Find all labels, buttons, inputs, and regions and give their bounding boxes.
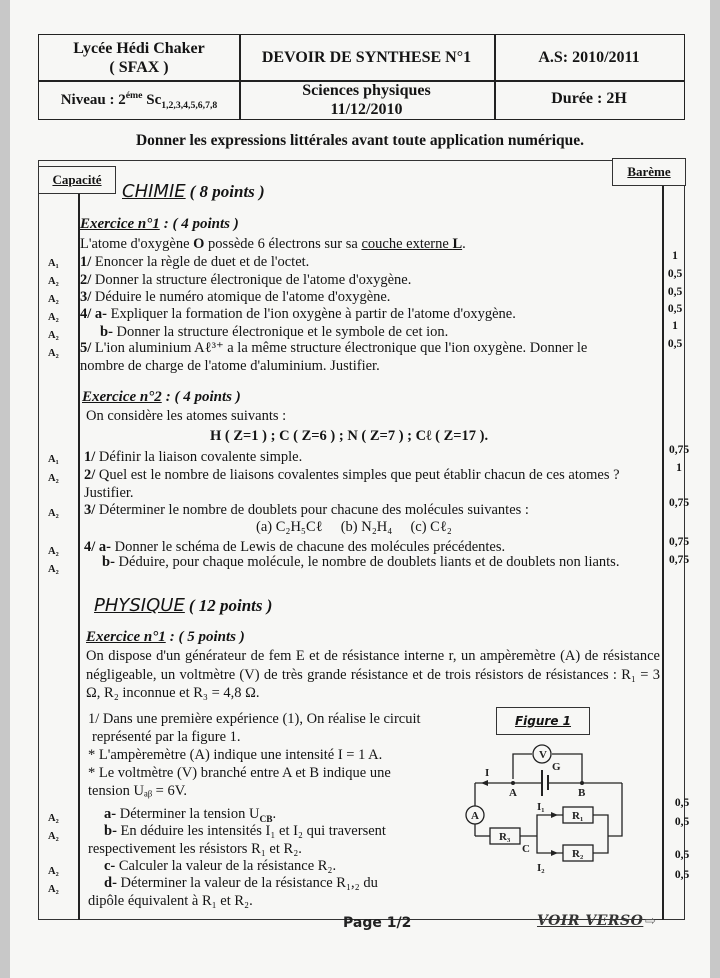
question-text: Déterminer la tension U [116, 806, 260, 822]
capacity-code: A₂ [48, 330, 59, 341]
question-text: Déterminer la valeur de la résistance R₁,₂ du [116, 875, 378, 891]
molecule-b: (b) N₂H₄ [340, 519, 393, 535]
question-line [104, 823, 386, 840]
observation-voltage: tension Uₐᵦ = 6V. [88, 783, 187, 799]
grading-header: Barème [612, 158, 686, 186]
capacity-code: A₂ [48, 276, 59, 287]
instruction: Donner les expressions littérales avant toute application numérique. [135, 132, 585, 149]
question-text: Calculer la valeur de la résistance R₂. [115, 858, 337, 874]
question-points: 1 [672, 320, 678, 332]
chemistry-points: ( 8 points ) [189, 182, 265, 201]
capacity-code: A₂ [48, 866, 59, 877]
intro-shell: L [452, 236, 463, 252]
capacity-code: A₂ [48, 813, 59, 824]
question-subscript: CB [259, 814, 273, 825]
subject-cell [239, 81, 494, 119]
capacity-code: A₂ [48, 564, 59, 575]
question-text: L'ion aluminium Aℓ³⁺ a la même structure électronique que l'ion oxygène. Donner le [91, 340, 588, 356]
subject: Sciences physiques [302, 82, 431, 99]
question-points: 1 [676, 462, 682, 474]
capacity-code: A₂ [48, 294, 59, 305]
r2-label: R₂ [572, 848, 584, 860]
question-text: Déterminer le nombre de doublets pour chacune des molécules suivantes : [95, 502, 529, 518]
capacity-code: A₂ [48, 884, 59, 895]
question-text: Déduire le numéro atomique de l'atome d'oxygène. [91, 289, 391, 305]
question-line [80, 306, 516, 323]
phys-ex1-points: : ( 5 points ) [169, 629, 245, 645]
question-continuation: nombre de charge de l'atome d'aluminium. Justifier. [80, 358, 380, 374]
observation-current: * L'ampèremètre (A) indique une intensité I = 1 A. [88, 747, 383, 763]
capacity-header: Capacité [38, 166, 116, 194]
r1-label: R₁ [572, 810, 584, 822]
node-c-label: C [522, 843, 530, 855]
level-cell [39, 81, 239, 119]
chem-ex1-heading [80, 215, 239, 233]
question-number: b- [100, 324, 113, 340]
question-text: Déduire, pour chaque molécule, le nombre de doublets liants et de doublets non liants. [114, 554, 620, 570]
question-line [80, 254, 309, 271]
question-points: 0,5 [674, 816, 690, 828]
chemistry-heading [122, 181, 265, 202]
question-line [80, 289, 390, 306]
circuit-diagram [455, 740, 640, 880]
question-line [104, 858, 336, 875]
question-number: b- [104, 823, 117, 839]
chem-ex2-heading [82, 388, 241, 406]
node-b-label: B [578, 787, 586, 799]
question-text: En déduire les intensités I₁ et I₂ qui traversent [116, 823, 386, 839]
ammeter-label: A [471, 810, 479, 822]
question-text: Quel est le nombre de liaisons covalentes simples que peut établir chacun de ces atomes ? [95, 467, 620, 483]
molecule-c: (c) Cℓ₂ [410, 519, 452, 535]
phys-ex1-intro: On dispose d'un générateur de fem E et de résistance interne r, un ampèremètre (A) de résistance négligeable, un voltmètre (V) de très grande résistance et de trois résistors de résistances : R₁ = 3 Ω, R₂ inconnue et R₃ = 4,8 Ω. [86, 648, 660, 701]
question-text: Donner la structure électronique et le symbole de cet ion. [112, 324, 449, 340]
question-text: Donner la structure électronique de l'atome d'oxygène. [91, 272, 412, 288]
intro-text: possède 6 électrons sur sa [204, 236, 362, 252]
question-points: 0,5 [667, 286, 683, 298]
question-continuation: dipôle équivalent à R₁ et R₂. [88, 893, 253, 909]
question-line [84, 502, 529, 519]
i1-label: I₁ [537, 801, 545, 813]
question-line [104, 875, 378, 892]
figure-title: Figure 1 [496, 707, 590, 735]
generator-label: G [552, 761, 561, 773]
intro-text: . [462, 236, 466, 252]
question-points: 1 [672, 250, 678, 262]
question-number: 4/ a- [84, 539, 111, 555]
question-text: Expliquer la formation de l'ion oxygène à partir de l'atome d'oxygène. [106, 306, 516, 322]
capacity-code: A₂ [48, 473, 59, 484]
question-number: a- [104, 806, 117, 822]
capacity-code: A₂ [48, 348, 59, 359]
school-cell [39, 35, 239, 80]
question-line [84, 449, 302, 466]
molecules-list [256, 519, 452, 536]
intro-symbol: O [193, 236, 205, 252]
current-label: I [485, 767, 490, 779]
question-number: d- [104, 875, 117, 891]
arrow-right-icon: ⇨ [645, 913, 656, 928]
duration: Durée : 2H [551, 90, 627, 107]
question-text: Donner le schéma de Lewis de chacune des molécules précédentes. [110, 539, 506, 555]
question-points: 0,5 [667, 268, 683, 280]
question-points: 0,5 [674, 869, 690, 881]
page-number: Page 1/2 [343, 915, 412, 931]
capacity-code: A₂ [48, 546, 59, 557]
question-points: 0,75 [668, 497, 690, 509]
question-points: 0,75 [668, 554, 690, 566]
question-number: 3/ [84, 502, 96, 518]
chem-ex2-intro: On considère les atomes suivants : [86, 408, 287, 424]
capacity-code: A₂ [48, 508, 59, 519]
level-sub: 1,2,3,4,5,6,7,8 [161, 99, 218, 111]
question-line [102, 554, 619, 571]
question-number: 2/ [80, 272, 92, 288]
physics-title: PHYSIQUE [94, 595, 185, 616]
atoms-list: H ( Z=1 ) ; C ( Z=6 ) ; N ( Z=7 ) ; Cℓ ( Z=17 ). [210, 428, 489, 444]
question-points: 0,75 [668, 444, 690, 456]
question-text: Enoncer la règle de duet et de l'octet. [91, 254, 310, 270]
observation-voltmeter: * Le voltmètre (V) branché entre A et B indique une [88, 765, 391, 781]
intro-text: L'atome d'oxygène [80, 236, 194, 252]
part1-line1: 1/ Dans une première expérience (1), On réalise le circuit [88, 711, 421, 727]
chem-ex2-points: : ( 4 points ) [165, 389, 241, 405]
header-table [38, 34, 685, 120]
question-text: Définir la liaison covalente simple. [95, 449, 303, 465]
level-class: Sc [142, 91, 162, 108]
question-continuation: respectivement les résistors R₁ et R₂. [88, 841, 302, 857]
question-points: 0,5 [674, 797, 690, 809]
phys-ex1-heading [86, 628, 245, 646]
physics-points: ( 12 points ) [188, 596, 273, 615]
capacity-code: A₂ [48, 312, 59, 323]
capacity-code: A₁ [48, 454, 59, 465]
question-points: 0,75 [668, 536, 690, 548]
question-number: 1/ [80, 254, 92, 270]
question-line [80, 272, 411, 289]
question-number: 5/ [80, 340, 92, 356]
question-line [84, 467, 620, 484]
school-city: ( SFAX ) [109, 58, 169, 76]
question-points: 0,5 [674, 849, 690, 861]
phys-ex1-title: Exercice n°1 [86, 629, 166, 645]
voltmeter-label: V [539, 749, 547, 761]
level-prefix: Niveau : 2 [60, 91, 126, 108]
question-number: c- [104, 858, 116, 874]
question-points: 0,5 [667, 338, 683, 350]
question-number: 4/ a- [80, 306, 107, 322]
r3-label: R₃ [499, 831, 511, 843]
see-verso: VOIR VERSO [537, 913, 644, 929]
question-line [100, 324, 448, 341]
i2-label: I₂ [537, 862, 545, 874]
question-continuation: Justifier. [84, 485, 134, 501]
node-a-label: A [509, 787, 517, 799]
capacity-code: A₂ [48, 831, 59, 842]
school-name: Lycée Hédi Chaker [73, 39, 205, 57]
question-number: 1/ [84, 449, 96, 465]
capacity-code: A₁ [48, 258, 59, 269]
exam-date: 11/12/2010 [330, 101, 403, 118]
chem-ex1-intro [80, 236, 466, 253]
question-number: 3/ [80, 289, 92, 305]
question-points: 0,5 [667, 303, 683, 315]
chem-ex2-title: Exercice n°2 [82, 389, 162, 405]
chem-ex1-points: : ( 4 points ) [163, 216, 239, 232]
question-tail: . [272, 806, 277, 822]
exam-title: DEVOIR DE SYNTHESE N°1 [261, 49, 472, 66]
chemistry-title: CHIMIE [122, 181, 186, 202]
question-number: 2/ [84, 467, 96, 483]
chem-ex1-title: Exercice n°1 [80, 216, 160, 232]
intro-underlined: couche externe [361, 236, 453, 252]
part1-line2: représenté par la figure 1. [92, 729, 241, 745]
physics-heading [94, 595, 272, 616]
molecule-a: (a) C₂H₅Cℓ [256, 519, 323, 535]
school-year: A.S: 2010/2011 [538, 49, 640, 66]
question-number: b- [102, 554, 115, 570]
question-line [80, 340, 587, 357]
level-sup: éme [125, 89, 143, 101]
